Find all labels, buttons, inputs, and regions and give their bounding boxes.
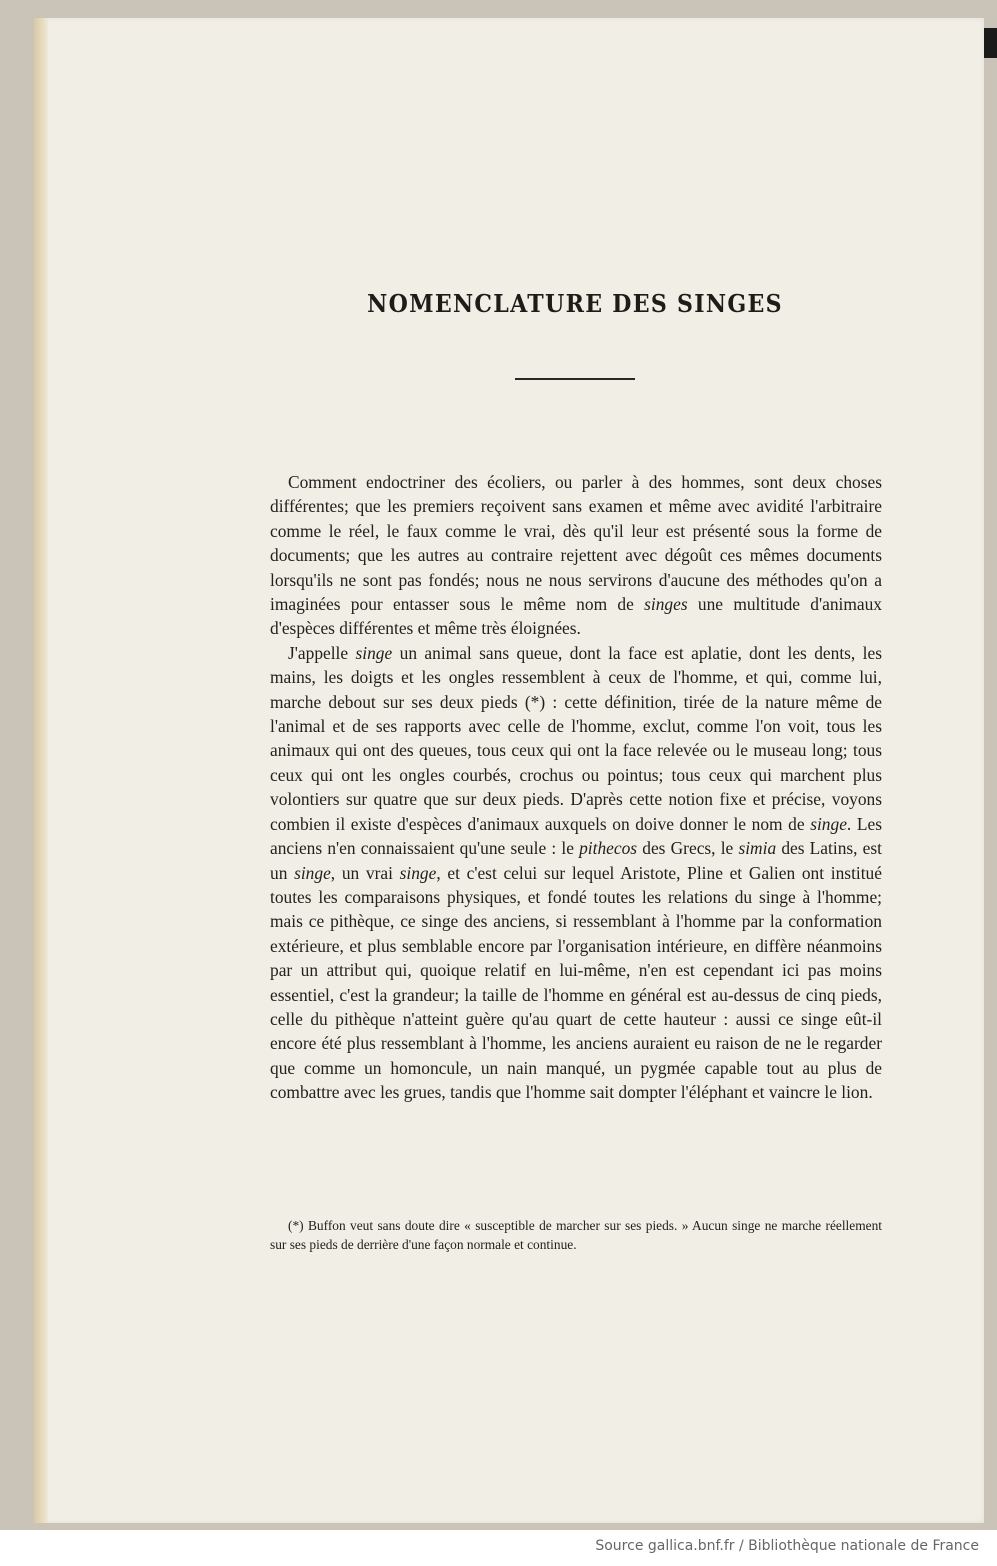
italic-term: singe xyxy=(399,862,437,883)
paragraph xyxy=(270,641,882,1105)
page-binding-edge xyxy=(34,18,48,1523)
title-rule xyxy=(515,378,635,380)
text-run: Comment endoctriner des écoliers, ou parler à des hommes, sont deux choses différentes; que les premiers reçoivent sans examen et même avec avidité l'arbitraire comme le réel, le faux comme le vrai, dès qu'il leur est présenté sous la forme de documents; que les autres au contraire rejettent avec dégoût ces mêmes documents lorsqu'ils ne sont pas fondés; nous ne nous servirons d'aucune des méthodes qu'on a imaginées pour entasser sous le même nom de xyxy=(270,472,882,615)
paragraph xyxy=(270,470,882,641)
italic-term: simia xyxy=(738,838,777,859)
text-run: , un vrai xyxy=(330,862,400,883)
text-run: J'appelle xyxy=(288,642,356,663)
italic-term: pithecos xyxy=(579,838,638,859)
source-credit: Source gallica.bnf.fr / Bibliothèque nationale de France xyxy=(595,1538,979,1554)
text-run: des Latins, est un xyxy=(270,838,883,883)
text-run: un animal sans queue, dont la face est aplatie, dont les dents, les mains, les doigts et les ongles ressemblent à ceux de l'homme, et qui, comme lui, marche debout sur ses deux pieds (*) : cette définition, tirée de la nature même de l'animal et de ses rapports avec celle de l'homme, exclut, comme l'on voit, tous les animaux qui ont des queues, tous ceux qui ont la face relevée ou le museau long; tous ceux qui ont les ongles courbés, crochus ou pointus; tous ceux qui marchent plus volontiers sur quatre que sur deux pieds. D'après cette notion fixe et précise, voyons combien il existe d'espèces d'animaux auxquels on doive donner le nom de xyxy=(270,642,882,834)
text-run: des Grecs, le xyxy=(637,838,739,859)
body-text xyxy=(270,470,882,1105)
chapter-title: NOMENCLATURE DES SINGES xyxy=(367,289,783,318)
footnote: (*) Buffon veut sans doute dire « susceptible de marcher sur ses pieds. » Aucun singe ne marche réellement sur ses pieds de derrière d'une façon normale et continue. xyxy=(270,1218,882,1252)
text-run: , et c'est celui sur lequel Aristote, Pline et Galien ont institué toutes les comparaisons physiques, et fondé toutes les relations du singe à l'homme; mais ce pithèque, ce singe des anciens, si ressemblant à l'homme par la conformation extérieure, et plus semblable encore par l'organisation intérieure, en diffère néanmoins par un attribut qui, quoique relatif en lui-même, n'en est cependant ici pas moins essentiel, c'est la grandeur; la taille de l'homme en général est au-dessus de cinq pieds, celle du pithèque n'atteint guère qu'au quart de cette hauteur : aussi ce singe eût-il encore été plus ressemblant à l'homme, les anciens auraient eu raison de ne le regarder que comme un homoncule, un nain manqué, un pygmée capable tout au plus de combattre avec les grues, tandis que l'homme sait dompter l'éléphant et vaincre le lion. xyxy=(270,862,882,1103)
italic-term: singe xyxy=(294,862,331,883)
italic-term: singes xyxy=(644,594,688,615)
italic-term: singe xyxy=(810,813,847,834)
text-run: . Les anciens n'en connaissaient qu'une seule : le xyxy=(270,813,882,859)
text-run: une multitude d'animaux d'espèces différentes et même très éloignées. xyxy=(270,594,882,639)
italic-term: singe xyxy=(355,642,393,663)
